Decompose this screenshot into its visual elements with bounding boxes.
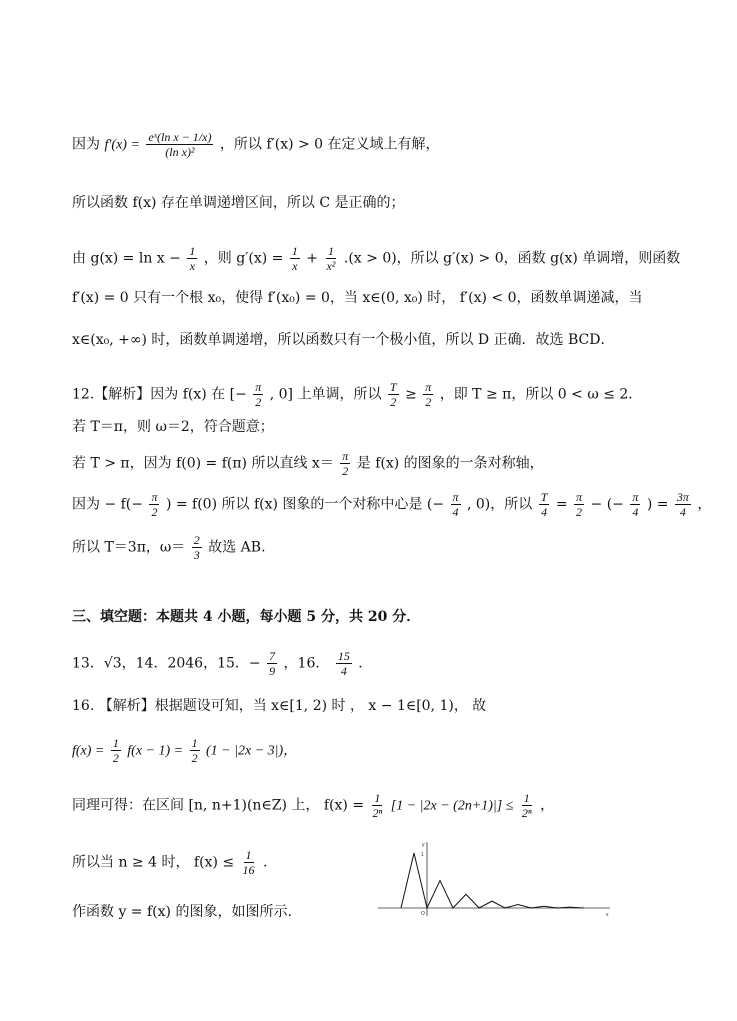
fraction — [241, 848, 257, 877]
fraction — [539, 490, 550, 519]
line-conclusion-d — [72, 330, 615, 350]
fraction — [340, 449, 350, 478]
fraction-numerator: 1 — [327, 244, 334, 258]
line-fx-formula — [72, 736, 297, 765]
line-q12-answer — [72, 533, 266, 562]
fraction-numerator: π — [425, 380, 432, 394]
fraction-numerator: 15 — [337, 649, 350, 663]
fraction-denominator: 2 — [191, 751, 198, 765]
math-text: (1 − |2x − 3|)， — [206, 743, 298, 759]
line-g-definition — [72, 244, 680, 273]
fraction-denominator: 4 — [452, 505, 459, 519]
fraction-denominator: 4 — [679, 505, 686, 519]
line-general-interval — [72, 791, 554, 820]
text: . — [263, 854, 268, 871]
fraction — [146, 130, 213, 159]
fraction-denominator: (ln x)² — [165, 145, 195, 159]
fraction-denominator: 2 — [151, 505, 158, 519]
fraction — [630, 490, 640, 519]
text: ≥ — [405, 386, 417, 403]
fraction-numerator: 7 — [269, 649, 276, 663]
text: 作函数 y = f(x) 的图象，如图所示. — [72, 904, 292, 920]
fraction-denominator: x² — [326, 259, 336, 273]
fraction-denominator: 2 — [342, 464, 349, 478]
text: 三、填空题：本题共 4 小题，每小题 5 分，共 20 分． — [72, 609, 421, 625]
fraction — [388, 380, 399, 409]
text: + — [306, 250, 319, 267]
line-derivative-f — [72, 130, 440, 159]
text: ， — [697, 496, 712, 513]
fraction-numerator: 1 — [189, 244, 196, 258]
fraction — [111, 736, 121, 765]
fraction-denominator: 2 — [390, 395, 397, 409]
text: 13．√3，14．2046，15．− — [72, 655, 261, 672]
math-text: f′(x) = — [104, 137, 140, 153]
fraction-denominator: x — [189, 259, 195, 273]
line-unique-root — [72, 288, 642, 308]
fraction-denominator: 2 — [576, 505, 583, 519]
fraction-denominator: 4 — [340, 664, 347, 678]
fraction — [190, 736, 200, 765]
text: (− — [426, 496, 445, 513]
fraction-denominator: 2ⁿ — [521, 806, 532, 820]
fraction-denominator: 16 — [242, 863, 255, 877]
line-graph-caption — [72, 902, 292, 922]
line-case-t-gt-pi — [72, 449, 544, 478]
text: 若 T＝π，则 ω＝2，符合题意； — [72, 419, 274, 435]
fraction-denominator: x — [292, 259, 298, 273]
fraction — [423, 380, 433, 409]
line-case-t-eq-pi — [72, 417, 274, 437]
fraction — [324, 244, 337, 273]
fraction-denominator: 2 — [425, 395, 432, 409]
math-text: f(x) = — [72, 743, 105, 759]
text: f′(x) = 0 只有一个根 x₀，使得 f′(x₀) = 0，当 x∈(0, x₀) 时， f′(x) < 0，函数单调递减，当 — [72, 290, 643, 306]
text: − (− — [590, 496, 624, 513]
line-q12-solution — [72, 380, 642, 409]
text: ，所以 f′(x) > 0 在定义域上有解， — [219, 136, 440, 153]
fraction-denominator: 3 — [193, 548, 200, 562]
fraction — [675, 490, 691, 519]
fraction-numerator: π — [632, 490, 639, 504]
fraction-denominator: 4 — [541, 505, 548, 519]
fraction-denominator: 9 — [269, 664, 276, 678]
fraction — [267, 649, 277, 678]
section-heading-fill-blanks — [72, 607, 420, 627]
fraction-numerator: 1 — [191, 736, 198, 750]
y-axis-label: y — [422, 842, 425, 848]
fraction-numerator: π — [151, 490, 158, 504]
fraction-numerator: π — [342, 449, 349, 463]
text: 16. 【解析】根据题设可知，当 x∈[1, 2) 时 ， x − 1∈[0, 1)， 故 — [72, 698, 487, 714]
text: x∈(x₀, +∞) 时，函数单调递增，所以函数只有一个极小值，所以 D 正确．故选 BCD． — [72, 332, 615, 348]
fraction — [371, 791, 385, 820]
fraction-numerator: T — [389, 380, 397, 394]
text: ) = — [646, 496, 669, 513]
text: , 0)，所以 — [466, 496, 533, 513]
line-q16-solution — [72, 696, 486, 716]
fraction-numerator: 1 — [523, 791, 530, 805]
fraction — [574, 490, 584, 519]
line-fill-answers — [72, 649, 372, 678]
fraction — [253, 380, 263, 409]
text: 若 T > π，因为 f(0) = f(π) 所以直线 x＝ — [72, 455, 334, 472]
text: ，则 g′(x) = — [203, 250, 284, 267]
text: 由 g(x) = ln x − — [72, 250, 181, 267]
function-graph — [376, 838, 616, 918]
line-bound-n4 — [72, 848, 267, 877]
fraction-denominator: 2ⁿ — [372, 806, 383, 820]
fraction-numerator: T — [540, 490, 548, 504]
function-curve — [401, 853, 583, 908]
text: ． — [358, 655, 373, 672]
text: ) = f(0) 所以 f(x) 图象的一个对称中心是 — [165, 496, 423, 513]
fraction — [290, 244, 300, 273]
fraction — [192, 533, 202, 562]
fraction-denominator: 2 — [255, 395, 262, 409]
fraction — [149, 490, 159, 519]
math-text: f(x − 1) = — [127, 743, 184, 759]
math-text: [1 − |2x − (2n+1)|] ≤ — [390, 798, 514, 814]
fraction-denominator: 2 — [112, 751, 119, 765]
fraction-numerator: 1 — [374, 791, 381, 805]
fraction — [336, 649, 352, 678]
text: 所以 T＝3π，ω＝ — [72, 539, 186, 556]
text: 故选 AB. — [208, 539, 266, 556]
text: = — [555, 496, 568, 513]
fraction-numerator: 1 — [291, 244, 298, 258]
line-conclusion-c — [72, 193, 405, 213]
text: .(x > 0)，所以 g′(x) > 0，函数 g(x) 单调增，则函数 — [343, 250, 681, 267]
fraction-numerator: eˣ(ln x − 1/x) — [148, 130, 212, 144]
text: 是 f(x) 的图象的一条对称轴， — [356, 455, 544, 472]
fraction — [520, 791, 534, 820]
text: 所以函数 f(x) 存在单调递增区间，所以 C 是正确的； — [72, 195, 405, 211]
peak-label: 1 — [421, 852, 424, 858]
fraction — [187, 244, 197, 273]
text: ，16． — [283, 655, 330, 672]
fraction-denominator: 4 — [632, 505, 639, 519]
fraction — [451, 490, 461, 519]
origin-label: O — [421, 911, 425, 917]
fraction-numerator: 2 — [193, 533, 200, 547]
text: 同理可得：在区间 [n, n+1)(n∈Z) 上， f(x) = — [72, 797, 365, 814]
text: ， — [540, 797, 555, 814]
text: 12.【解析】因为 f(x) 在 [− — [72, 386, 247, 403]
fraction-numerator: 3π — [676, 490, 689, 504]
fraction-numerator: π — [255, 380, 262, 394]
text: ，即 T ≥ π，所以 0 < ω ≤ 2． — [439, 386, 643, 403]
x-axis-label: x — [606, 912, 609, 918]
fraction-numerator: 1 — [112, 736, 119, 750]
text: 因为 — [72, 136, 100, 153]
text: , 0] 上单调，所以 — [269, 386, 382, 403]
fraction-numerator: π — [576, 490, 583, 504]
fraction-numerator: 1 — [245, 848, 252, 862]
line-symmetry-center — [72, 490, 711, 519]
text: 因为 − f(− — [72, 496, 144, 513]
text: 所以当 n ≥ 4 时， f(x) ≤ — [72, 854, 235, 871]
fraction-numerator: π — [452, 490, 459, 504]
